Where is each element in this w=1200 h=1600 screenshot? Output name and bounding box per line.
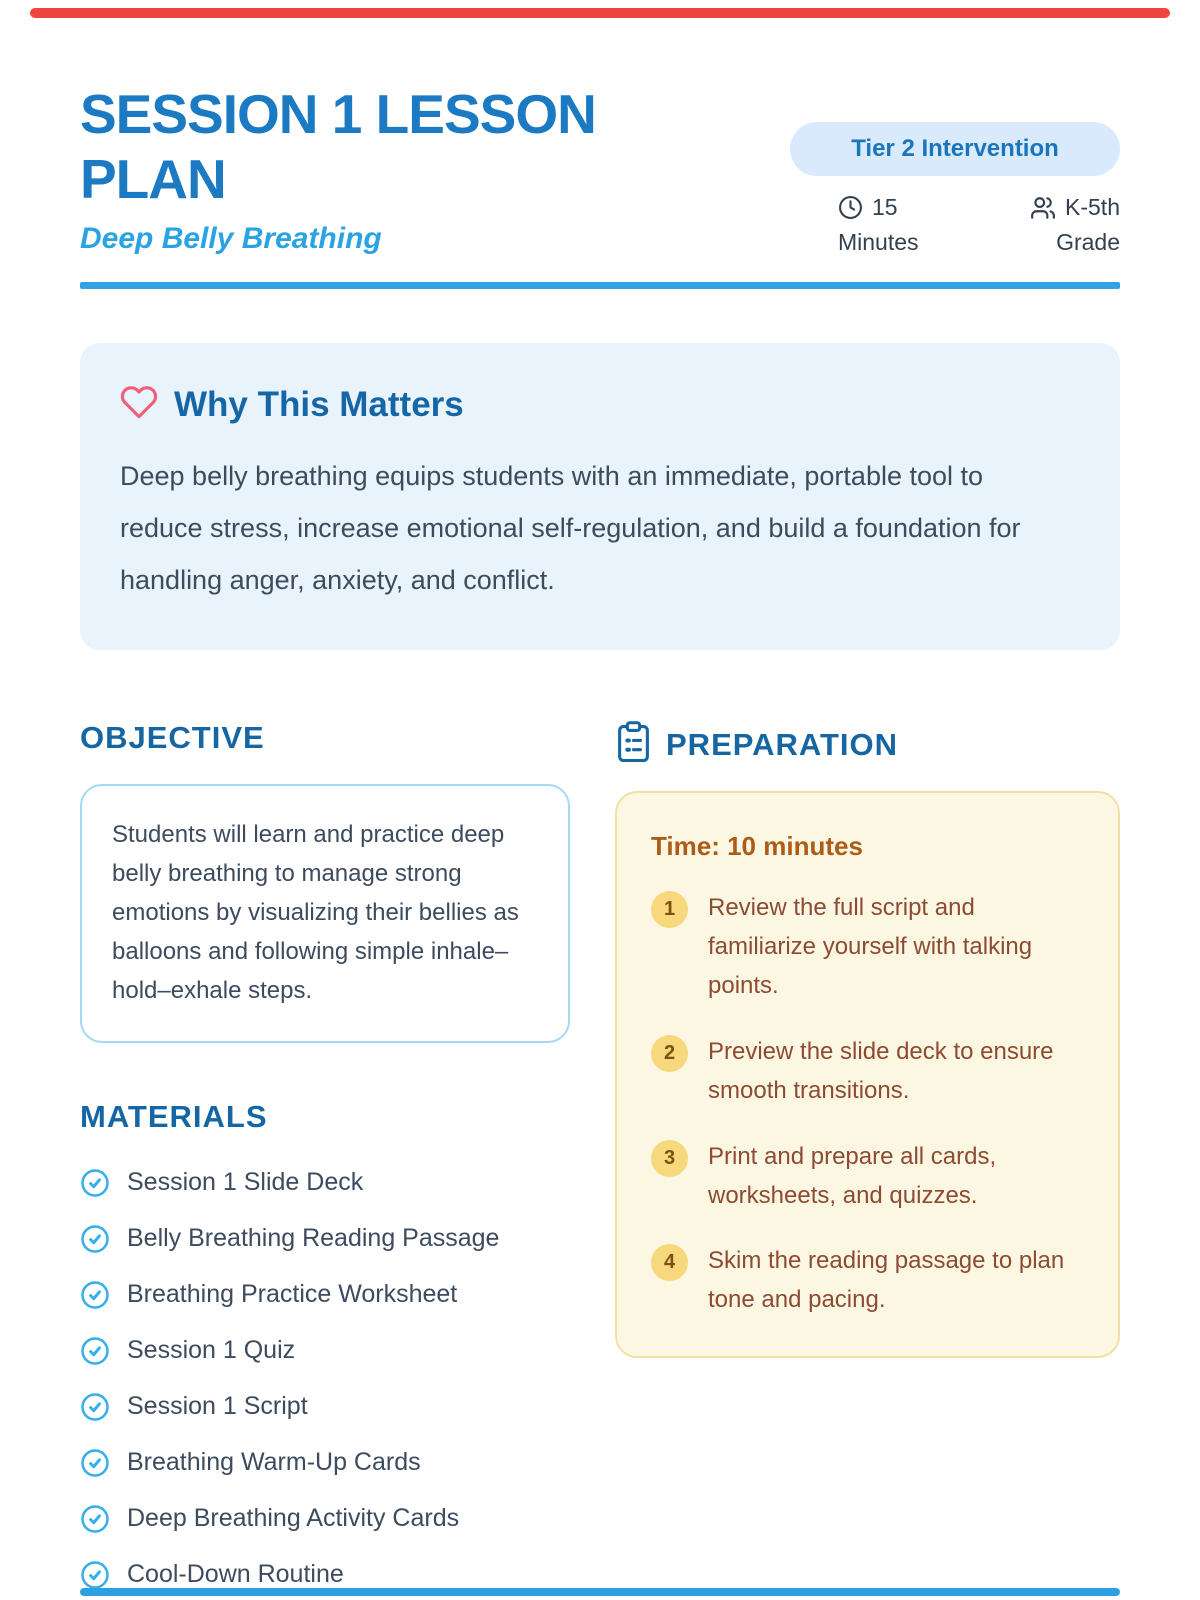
preparation-step xyxy=(651,889,1084,1006)
duration-stat-value-row xyxy=(838,194,919,221)
step-text: Review the full script and familiarize yourself with talking points. xyxy=(708,894,1033,1000)
stats-row xyxy=(790,194,1120,256)
objective-heading: OBJECTIVE xyxy=(80,720,265,756)
page-content xyxy=(0,82,1200,1600)
check-circle-icon xyxy=(80,1504,110,1534)
materials-item-label: Session 1 Slide Deck xyxy=(127,1168,364,1197)
materials-list-item xyxy=(80,1211,570,1267)
tier-badge: Tier 2 Intervention xyxy=(790,122,1120,176)
materials-item-label: Cool-Down Routine xyxy=(127,1560,344,1589)
objective-text: Students will learn and practice deep belly breathing to manage strong emotions by visualizing their bellies as balloons and following simple inhale–hold–exhale steps. xyxy=(112,821,519,1004)
check-circle-icon xyxy=(80,1448,110,1478)
materials-item-label: Session 1 Script xyxy=(127,1392,308,1421)
step-text: Preview the slide deck to ensure smooth transitions. xyxy=(708,1037,1054,1104)
preparation-step xyxy=(651,1138,1084,1216)
why-body-text: Deep belly breathing equips students with an immediate, portable tool to reduce stress, increase emotional self-regulation, and build a foundation for handling anger, anxiety, and conflict. xyxy=(120,461,1021,596)
check-circle-icon xyxy=(80,1224,110,1254)
materials-list-item xyxy=(80,1155,570,1211)
preparation-step xyxy=(651,1033,1084,1111)
materials-item-label: Deep Breathing Activity Cards xyxy=(127,1504,460,1533)
two-column-layout xyxy=(80,720,1120,1600)
preparation-heading: PREPARATION xyxy=(666,726,899,762)
header xyxy=(80,82,1120,256)
grade-stat xyxy=(1030,194,1120,256)
bottom-accent-bar xyxy=(80,1588,1120,1596)
step-number-badge: 2 xyxy=(651,1035,688,1072)
duration-label: Minutes xyxy=(838,229,919,255)
page-subtitle: Deep Belly Breathing xyxy=(80,221,382,255)
check-circle-icon xyxy=(80,1392,110,1422)
heart-icon xyxy=(120,383,158,426)
grade-stat-value-row xyxy=(1030,194,1120,221)
left-column xyxy=(80,720,570,1600)
objective-heading-row xyxy=(80,720,570,756)
why-title: Why This Matters xyxy=(174,384,464,424)
why-this-matters-card xyxy=(80,343,1120,650)
preparation-steps xyxy=(651,889,1084,1320)
why-heading-row xyxy=(120,383,1080,426)
check-circle-icon xyxy=(80,1280,110,1310)
materials-list xyxy=(80,1155,570,1600)
materials-item-label: Breathing Warm-Up Cards xyxy=(127,1448,421,1477)
check-circle-icon xyxy=(80,1336,110,1366)
objective-card xyxy=(80,784,570,1042)
step-text: Skim the reading passage to plan tone and pacing. xyxy=(708,1247,1065,1314)
grade-value: K-5th xyxy=(1065,194,1120,220)
header-title-block xyxy=(80,82,680,256)
check-circle-icon xyxy=(80,1560,110,1590)
materials-list-item xyxy=(80,1323,570,1379)
page-title: SESSION 1 LESSON PLAN xyxy=(80,83,596,210)
materials-list-item xyxy=(80,1435,570,1491)
materials-list-item xyxy=(80,1379,570,1435)
preparation-time: Time: 10 minutes xyxy=(651,831,863,862)
students-icon xyxy=(1030,195,1056,221)
preparation-card xyxy=(615,791,1120,1358)
materials-heading: MATERIALS xyxy=(80,1098,268,1134)
step-number-badge: 4 xyxy=(651,1244,688,1281)
step-text: Print and prepare all cards, worksheets, and quizzes. xyxy=(708,1142,997,1209)
grade-label: Grade xyxy=(1056,229,1120,255)
materials-list-item xyxy=(80,1267,570,1323)
duration-stat xyxy=(838,194,919,256)
clock-icon xyxy=(838,195,863,220)
check-circle-icon xyxy=(80,1168,110,1198)
materials-item-label: Belly Breathing Reading Passage xyxy=(127,1224,500,1253)
materials-item-label: Session 1 Quiz xyxy=(127,1336,296,1365)
materials-heading-row xyxy=(80,1099,570,1135)
materials-item-label: Breathing Practice Worksheet xyxy=(127,1280,458,1309)
header-meta-block xyxy=(790,122,1120,256)
preparation-heading-row xyxy=(615,720,1120,769)
step-number-badge: 1 xyxy=(651,891,688,928)
top-accent-bar xyxy=(30,8,1170,18)
header-divider xyxy=(80,282,1120,289)
preparation-step xyxy=(651,1242,1084,1320)
right-column xyxy=(615,720,1120,1600)
step-number-badge: 3 xyxy=(651,1140,688,1177)
clipboard-icon xyxy=(615,720,652,769)
materials-list-item xyxy=(80,1491,570,1547)
duration-value: 15 xyxy=(872,194,898,220)
